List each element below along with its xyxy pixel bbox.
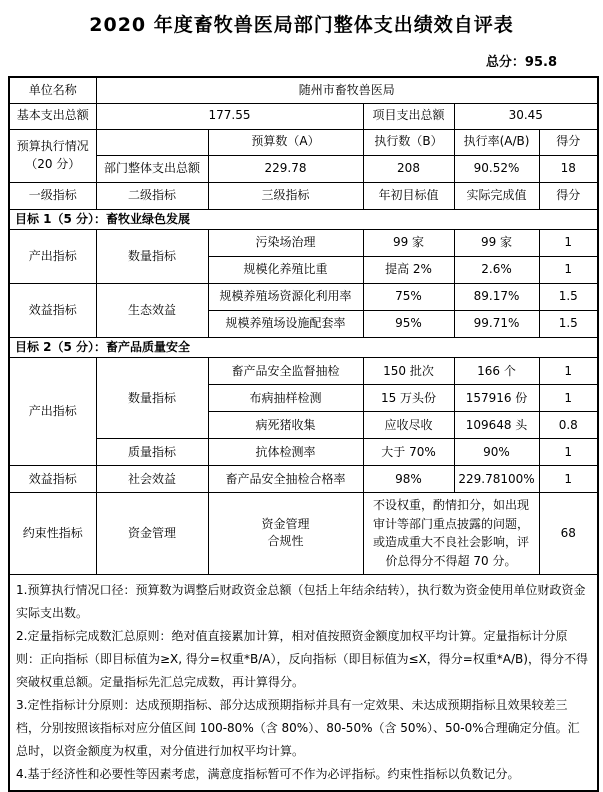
- goal2-row3-actual: 109648 头: [454, 412, 539, 439]
- goal2-row-1: [9, 358, 598, 385]
- goal1-row3-indicator: 规模养殖场资源化利用率: [208, 283, 363, 310]
- target-header: 年初目标值: [363, 182, 454, 209]
- goal2-row1-indicator: 畜产品安全监督抽检: [208, 358, 363, 385]
- goal2-row5-actual: 229.78100%: [454, 466, 539, 493]
- goal2-title: 目标 2（5 分）：畜产品质量安全: [9, 337, 598, 357]
- goal1-row3-target: 75%: [363, 283, 454, 310]
- goal2-row4-indicator: 抗体检测率: [208, 439, 363, 466]
- budget-amount-header: 预算数（A）: [208, 129, 363, 155]
- goal2-social-benefit: 社会效益: [96, 466, 208, 493]
- goal2-row-5: [9, 466, 598, 493]
- basic-expense-value: 177.55: [96, 103, 363, 129]
- total-score-value: 95.8: [524, 55, 557, 70]
- goal1-row4-target: 95%: [363, 310, 454, 337]
- budget-exec-label-line2: （20 分）: [25, 156, 81, 171]
- score-header: 得分: [539, 129, 598, 155]
- constraint-level3-line1: 资金管理: [261, 517, 310, 532]
- goal1-row1-score: 1: [539, 229, 598, 256]
- budget-exec-blank-cell: [96, 129, 208, 155]
- goal2-quality-indicator: 质量指标: [96, 439, 208, 466]
- level1-header: 一级指标: [9, 182, 96, 209]
- score-column-header: 得分: [539, 182, 598, 209]
- goal2-row-4: [9, 439, 598, 466]
- overall-expense-label: 部门整体支出总额: [96, 155, 208, 182]
- budget-exec-data-row: [9, 155, 598, 182]
- goal1-row2-actual: 2.6%: [454, 256, 539, 283]
- constraint-level3: [208, 493, 363, 574]
- level2-header: 二级指标: [96, 182, 208, 209]
- actual-header: 实际完成值: [454, 182, 539, 209]
- constraint-score: 68: [539, 493, 598, 574]
- goal2-quantity-indicator: 数量指标: [96, 358, 208, 439]
- budget-amount-value: 229.78: [208, 155, 363, 182]
- goal2-banner-row: [9, 337, 598, 357]
- unit-name-label: 单位名称: [9, 77, 96, 103]
- executed-amount-value: 208: [363, 155, 454, 182]
- footnotes-row: [9, 574, 598, 791]
- goal2-output-indicator: 产出指标: [9, 358, 96, 466]
- goal2-row2-indicator: 布病抽样检测: [208, 385, 363, 412]
- budget-exec-header-row: [9, 129, 598, 155]
- indicator-header-row: [9, 182, 598, 209]
- goal2-row3-score: 0.8: [539, 412, 598, 439]
- goal2-row4-actual: 90%: [454, 439, 539, 466]
- executed-amount-header: 执行数（B）: [363, 129, 454, 155]
- constraint-level1: 约束性指标: [9, 493, 96, 574]
- page-title: 2020 年度畜牧兽医局部门整体支出绩效自评表: [89, 14, 514, 36]
- footnote-4: 4.基于经济性和必要性等因素考虑，满意度指标暂可不作为必评指标。约束性指标以负数记分。: [16, 766, 520, 781]
- goal2-row5-score: 1: [539, 466, 598, 493]
- level3-header: 三级指标: [208, 182, 363, 209]
- expense-totals-row: [9, 103, 598, 129]
- goal1-row1-actual: 99 家: [454, 229, 539, 256]
- goal2-row2-target: 15 万头份: [363, 385, 454, 412]
- execution-rate-value: 90.52%: [454, 155, 539, 182]
- goal2-row3-indicator: 病死猪收集: [208, 412, 363, 439]
- basic-expense-label: 基本支出总额: [9, 103, 96, 129]
- goal1-row2-score: 1: [539, 256, 598, 283]
- goal1-row-1: [9, 229, 598, 256]
- total-score-label: 总分：: [485, 55, 525, 70]
- footnotes: [16, 579, 590, 786]
- footnotes-cell: [9, 574, 598, 791]
- goal1-quantity-indicator: 数量指标: [96, 229, 208, 283]
- goal1-banner-row: [9, 209, 598, 229]
- constraint-description: 不设权重，酌情扣分，如出现审计等部门重点披露的问题，或造成重大不良社会影响，评价总得分不得超 70 分。: [363, 493, 539, 574]
- goal1-eco-benefit: 生态效益: [96, 283, 208, 337]
- goal2-row5-target: 98%: [363, 466, 454, 493]
- budget-exec-label-line1: 预算执行情况: [16, 139, 89, 154]
- goal2-benefit-indicator: 效益指标: [9, 466, 96, 493]
- project-expense-label: 项目支出总额: [363, 103, 454, 129]
- goal2-row4-score: 1: [539, 439, 598, 466]
- goal1-output-indicator: 产出指标: [9, 229, 96, 283]
- goal1-title: 目标 1（5 分）：畜牧业绿色发展: [9, 209, 598, 229]
- goal2-row5-indicator: 畜产品安全抽检合格率: [208, 466, 363, 493]
- goal2-row1-score: 1: [539, 358, 598, 385]
- goal1-row-3: [9, 283, 598, 310]
- execution-rate-header: 执行率(A/B): [454, 129, 539, 155]
- unit-name-row: [9, 77, 598, 103]
- goal2-row2-actual: 157916 份: [454, 385, 539, 412]
- goal1-row2-target: 提高 2%: [363, 256, 454, 283]
- goal1-row3-score: 1.5: [539, 283, 598, 310]
- total-score: [0, 51, 603, 70]
- goal1-row1-indicator: 污染场治理: [208, 229, 363, 256]
- goal2-row2-score: 1: [539, 385, 598, 412]
- evaluation-table: [8, 76, 599, 792]
- goal2-row4-target: 大于 70%: [363, 439, 454, 466]
- constraint-level2: 资金管理: [96, 493, 208, 574]
- goal2-row3-target: 应收尽收: [363, 412, 454, 439]
- goal1-benefit-indicator: 效益指标: [9, 283, 96, 337]
- goal1-row2-indicator: 规模化养殖比重: [208, 256, 363, 283]
- unit-name-value: 随州市畜牧兽医局: [96, 77, 598, 103]
- budget-exec-score: 18: [539, 155, 598, 182]
- footnote-3: 3.定性指标计分原则：达成预期指标、部分达成预期指标并具有一定效果、未达成预期指标且效果较差三档，分别按照该指标对应分值区间 100-80%（含 80%）、80-50%（含 50%）、50-0%合理确定分值。汇总时，以资金额度为权重，对分值进行加权平均计算。: [16, 697, 580, 758]
- footnote-2: 2.定量指标完成数汇总原则：绝对值直接累加计算，相对值按照资金额度加权平均计算。定量指标计分原则：正向指标（即目标值为≥X, 得分=权重*B/A），反向指标（即目标值为≤X，得分=权重*A/B)，得分不得突破权重总额。定量指标先汇总完成数，再计算得分。: [16, 628, 588, 689]
- constraint-indicator-row: [9, 493, 598, 574]
- goal2-row1-actual: 166 个: [454, 358, 539, 385]
- goal2-row1-target: 150 批次: [363, 358, 454, 385]
- goal1-row3-actual: 89.17%: [454, 283, 539, 310]
- goal1-row4-indicator: 规模养殖场设施配套率: [208, 310, 363, 337]
- footnote-1: 1.预算执行情况口径：预算数为调整后财政资金总额（包括上年结余结转），执行数为资金使用单位财政资金实际支出数。: [16, 582, 586, 620]
- project-expense-value: 30.45: [454, 103, 598, 129]
- constraint-level3-line2: 合规性: [267, 534, 304, 549]
- goal1-row1-target: 99 家: [363, 229, 454, 256]
- goal1-row4-actual: 99.71%: [454, 310, 539, 337]
- goal1-row4-score: 1.5: [539, 310, 598, 337]
- budget-exec-label: [9, 129, 96, 182]
